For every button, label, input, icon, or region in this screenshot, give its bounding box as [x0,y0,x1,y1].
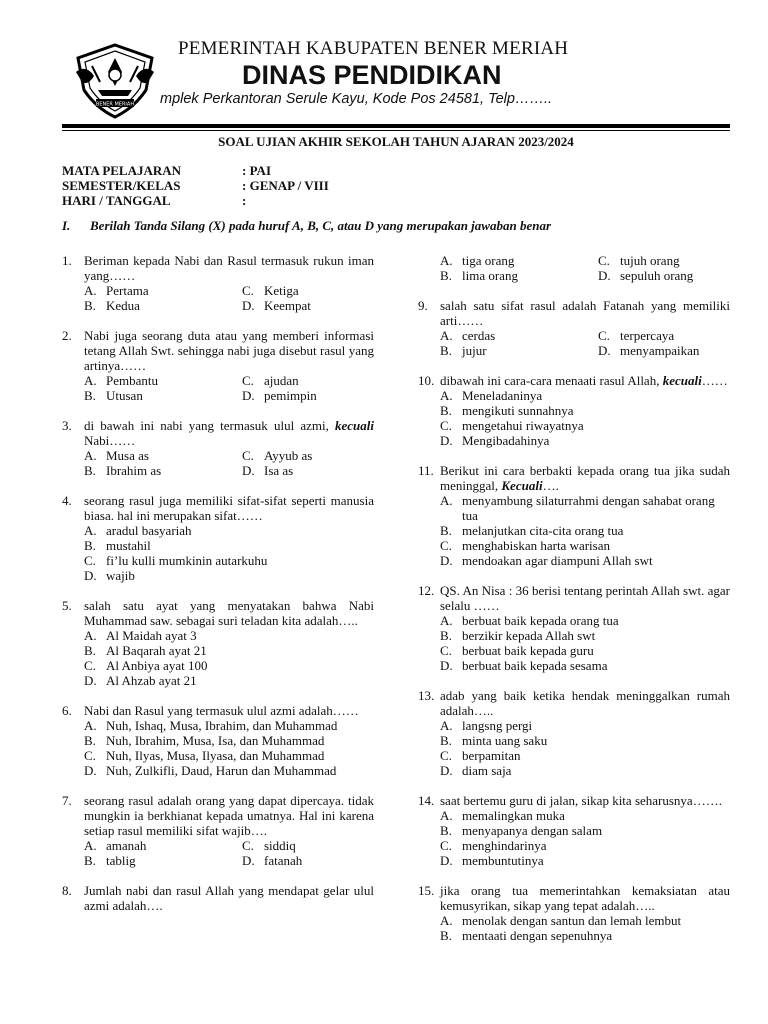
option-letter: B. [84,463,96,478]
question-number: 5. [62,598,72,613]
option-text: Isa as [264,463,294,478]
option-letter: C. [242,283,254,298]
option-letter: C. [84,748,96,763]
answer-option[interactable] [440,388,730,403]
answer-options [440,913,730,943]
question-stem: salah satu sifat rasul adalah Fatanah yang memiliki arti…… [440,298,730,328]
option-letter: D. [440,763,453,778]
option-letter: B. [440,403,452,418]
question-stem: Nabi juga seorang duta atau yang memberi informasi tetang Allah Swt. sehingga nabi juga disebut rasul yang artinya…… [84,328,374,373]
question-text [84,598,374,628]
question [418,883,730,943]
answer-option[interactable] [440,523,730,538]
answer-options [84,718,374,778]
option-text: minta uang saku [462,733,548,748]
option-letter: D. [242,298,255,313]
answer-options [440,253,730,283]
answer-option[interactable] [440,538,730,553]
option-text: cerdas [462,328,496,343]
question-text [440,373,730,388]
question-stem-end: Nabi…… [84,433,136,448]
answer-option[interactable] [598,253,738,268]
option-text: Pembantu [106,373,158,388]
option-letter: B. [440,268,452,283]
question-text [440,463,730,493]
option-text: amanah [106,838,147,853]
option-letter: C. [242,838,254,853]
question-text [440,793,730,808]
option-letter: B. [440,628,452,643]
option-text: mendoakan agar diampuni Allah swt [462,553,653,568]
option-text: Utusan [106,388,143,403]
answer-option[interactable] [84,628,374,643]
question [62,493,374,583]
option-letter: D. [242,853,255,868]
answer-option[interactable] [84,748,374,763]
answer-option[interactable] [84,538,374,553]
answer-option[interactable] [440,343,598,358]
answer-option[interactable] [84,298,242,313]
info-value: : PAI [242,163,272,178]
answer-option[interactable] [440,268,598,283]
right-column [418,253,730,943]
question-stem: seorang rasul adalah orang yang dapat dipercaya. tidak mungkin ia berkhianat kepada umatnya. Hal ini karena setiap rasul memiliki sifat wajib…. [84,793,374,838]
question-number: 9. [418,298,428,313]
question-number: 4. [62,493,72,508]
option-letter: D. [440,658,453,673]
question-stem: Nabi dan Rasul yang termasuk ulul azmi adalah…… [84,703,359,718]
option-text: menghindarinya [462,838,547,853]
answer-option[interactable] [440,838,730,853]
question-text [440,883,730,913]
question-stem-end: …… [701,373,728,388]
question [62,703,374,778]
question-number: 15. [418,883,435,898]
answer-options [440,328,730,358]
question [418,793,730,868]
answer-option[interactable] [440,763,730,778]
answer-option[interactable] [242,838,382,853]
answer-option[interactable] [440,823,730,838]
answer-option[interactable] [440,733,730,748]
answer-option[interactable] [440,613,730,628]
question-text [84,328,374,373]
option-letter: C. [440,748,452,763]
question-emphasis: kecuali [662,373,702,388]
option-letter: A. [440,613,453,628]
option-letter: C. [242,448,254,463]
logo-ribbon-text: BENER MERIAH [95,101,135,108]
question [62,793,374,868]
option-text: Nuh, Ishaq, Musa, Ibrahim, dan Muhammad [106,718,338,733]
answer-option[interactable] [84,763,374,778]
option-letter: A. [440,718,453,733]
answer-option[interactable] [598,343,738,358]
option-text: langsng pergi [462,718,533,733]
header-rule-thick [62,124,730,128]
option-letter: B. [84,643,96,658]
info-row [62,193,329,208]
option-text: wajib [106,568,135,583]
option-text: Keempat [264,298,311,313]
question-number: 3. [62,418,72,433]
option-text: Nuh, Ibrahim, Musa, Isa, dan Muhammad [106,733,325,748]
info-label: SEMESTER/KELAS [62,178,181,193]
question-stem: Jumlah nabi dan rasul Allah yang mendapat gelar ulul azmi adalah…. [84,883,374,913]
answer-options [440,718,730,778]
answer-option[interactable] [84,388,242,403]
info-value: : GENAP / VIII [242,178,329,193]
answer-option[interactable] [440,253,598,268]
option-text: pemimpin [264,388,317,403]
option-text: ajudan [264,373,299,388]
answer-option[interactable] [440,628,730,643]
option-text: lima orang [462,268,518,283]
option-text: mengetahui riwayatnya [462,418,584,433]
option-text: Al Maidah ayat 3 [106,628,197,643]
answer-options [440,613,730,673]
question-text [84,883,374,913]
answer-options [84,283,374,313]
question-number: 7. [62,793,72,808]
info-value: : [242,193,247,208]
answer-options [84,628,374,688]
header-rule-thin [62,130,730,131]
question-text [84,493,374,523]
option-text: menyapanya dengan salam [462,823,603,838]
option-letter: A. [440,913,453,928]
question-stem: saat bertemu guru di jalan, sikap kita seharusnya……. [440,793,722,808]
question-number: 12. [418,583,435,598]
option-letter: A. [84,448,97,463]
option-letter: C. [84,658,96,673]
option-text: aradul basyariah [106,523,192,538]
option-text: mustahil [106,538,151,553]
option-letter: C. [440,538,452,553]
option-letter: C. [440,643,452,658]
question-text [440,583,730,613]
answer-option[interactable] [84,463,242,478]
question-text [84,703,374,718]
question-stem: jika orang tua memerintahkan kemaksiatan atau kemusyrikan, sikap yang tepat adalah….. [440,883,730,913]
answer-option[interactable] [440,853,730,868]
answer-option[interactable] [84,853,242,868]
option-text: Al Baqarah ayat 21 [106,643,207,658]
question-stem: adab yang baik ketika hendak meninggalkan rumah adalah….. [440,688,730,718]
question [62,253,374,313]
answer-option[interactable] [84,838,242,853]
option-letter: B. [440,733,452,748]
question-stem: dibawah ini cara-cara menaati rasul Allah, [440,373,660,388]
option-text: menolak dengan santun dan lemah lembut [462,913,682,928]
option-letter: D. [440,433,453,448]
option-text: berpamitan [462,748,521,763]
answer-options [84,838,374,868]
agency-name: DINAS PENDIDIKAN [242,60,502,90]
option-text: terpercaya [620,328,675,343]
answer-option[interactable] [242,283,382,298]
question-text [84,793,374,838]
option-letter: A. [84,283,97,298]
option-letter: B. [440,523,452,538]
option-letter: D. [242,463,255,478]
government-name: PEMERINTAH KABUPATEN BENER MERIAH [178,38,569,59]
question-stem: Berikut ini cara berbakti kepada orang tua jika sudah meninggal, [440,463,730,493]
option-text: Pertama [106,283,149,298]
option-text: memalingkan muka [462,808,565,823]
option-text: Nuh, Zulkifli, Daud, Harun dan Muhammad [106,763,337,778]
option-letter: A. [84,373,97,388]
option-text: Ketiga [264,283,299,298]
instruction [62,218,551,234]
answer-option[interactable] [242,373,382,388]
instruction-text: Berilah Tanda Silang (X) pada huruf A, B, C, atau D yang merupakan jawaban benar [90,218,552,233]
question-number: 6. [62,703,72,718]
question [418,253,730,283]
answer-option[interactable] [440,328,598,343]
question [62,598,374,688]
answer-option[interactable] [84,718,374,733]
answer-options [440,808,730,868]
option-text: Al Anbiya ayat 100 [106,658,208,673]
answer-options [440,388,730,448]
question-stem: Beriman kepada Nabi dan Rasul termasuk rukun iman yang…… [84,253,374,283]
question [418,688,730,778]
option-letter: D. [242,388,255,403]
answer-options [84,448,374,478]
option-text: Nuh, Ilyas, Musa, Ilyasa, dan Muhammad [106,748,325,763]
question-stem: QS. An Nisa : 36 berisi tentang perintah Allah swt. agar selalu …… [440,583,730,613]
answer-option[interactable] [84,568,374,583]
option-letter: B. [84,388,96,403]
option-text: tiga orang [462,253,515,268]
district-logo [72,42,158,120]
option-text: berbuat baik kepada sesama [462,658,608,673]
exam-info [62,163,329,208]
option-text: fatanah [264,853,303,868]
answer-option[interactable] [440,403,730,418]
answer-option[interactable] [84,673,374,688]
option-letter: D. [598,343,611,358]
option-text: membuntutinya [462,853,544,868]
option-text: tujuh orang [620,253,680,268]
option-text: Musa as [106,448,149,463]
info-label: MATA PELAJARAN [62,163,182,178]
option-letter: A. [440,328,453,343]
option-text: Meneladaninya [462,388,543,403]
question [418,583,730,673]
option-letter: B. [84,853,96,868]
answer-option[interactable] [84,448,242,463]
option-letter: B. [84,298,96,313]
option-text: melanjutkan cita-cita orang tua [462,523,624,538]
option-letter: A. [440,253,453,268]
option-letter: B. [84,733,96,748]
option-letter: D. [84,763,97,778]
question-text [440,298,730,328]
option-letter: A. [440,388,453,403]
option-text: Kedua [106,298,140,313]
option-text: siddiq [264,838,296,853]
exam-title: SOAL UJIAN AKHIR SEKOLAH TAHUN AJARAN 2023/2024 [218,134,574,149]
answer-option[interactable] [84,373,242,388]
option-letter: D. [598,268,611,283]
answer-option[interactable] [84,643,374,658]
question [418,373,730,448]
question [418,298,730,358]
question-number: 13. [418,688,435,703]
question-number: 1. [62,253,72,268]
option-text: Ayyub as [264,448,313,463]
option-letter: D. [440,553,453,568]
option-text: berbuat baik kepada guru [462,643,594,658]
option-letter: D. [84,568,97,583]
option-text: sepuluh orang [620,268,694,283]
question-number: 14. [418,793,435,808]
answer-options [440,493,730,568]
answer-option[interactable] [440,493,730,523]
question-emphasis: kecuali [335,418,374,433]
option-text: berzikir kepada Allah swt [462,628,596,643]
option-letter: C. [440,838,452,853]
question-number: 2. [62,328,72,343]
question-number: 10. [418,373,435,388]
answer-option[interactable] [242,298,382,313]
option-text: mengikuti sunnahnya [462,403,574,418]
option-text: Ibrahim as [106,463,162,478]
info-row [62,178,329,193]
option-letter: D. [84,673,97,688]
option-letter: A. [84,628,97,643]
question-number: 8. [62,883,72,898]
option-letter: C. [242,373,254,388]
answer-option[interactable] [440,553,730,568]
option-letter: A. [440,808,453,823]
answer-option[interactable] [440,433,730,448]
answer-option[interactable] [598,328,738,343]
option-letter: D. [440,853,453,868]
answer-option[interactable] [440,913,730,928]
option-letter: A. [440,493,453,508]
option-text: menyambung silaturrahmi dengan sahabat orang tua [462,493,715,523]
answer-options [84,523,374,583]
answer-option[interactable] [440,748,730,763]
answer-option[interactable] [440,658,730,673]
question-number: 11. [418,463,434,478]
question [418,463,730,568]
instruction-number: I. [62,218,71,233]
answer-option[interactable] [440,418,730,433]
option-letter: C. [84,553,96,568]
option-letter: B. [440,343,452,358]
answer-option[interactable] [84,553,374,568]
answer-option[interactable] [242,853,382,868]
option-letter: B. [440,823,452,838]
answer-option[interactable] [598,268,738,283]
info-row [62,163,329,178]
answer-option[interactable] [242,463,382,478]
option-letter: C. [598,253,610,268]
option-text: tablig [106,853,136,868]
option-text: jujur [462,343,487,358]
answer-option[interactable] [440,643,730,658]
option-letter: A. [84,838,97,853]
option-text: mentaati dengan sepenuhnya [462,928,613,943]
option-text: fi’lu kulli mumkinin autarkuhu [106,553,268,568]
question-stem: salah satu ayat yang menyatakan bahwa Nabi Muhammad saw. sebagai suri teladan kita adalah….. [84,598,374,628]
question [62,418,374,478]
option-letter: A. [84,718,97,733]
answer-option[interactable] [440,808,730,823]
answer-option[interactable] [440,928,730,943]
answer-options [84,373,374,403]
answer-option[interactable] [84,523,374,538]
option-text: berbuat baik kepada orang tua [462,613,619,628]
question-text [440,688,730,718]
answer-option[interactable] [242,448,382,463]
option-text: menghabiskan harta warisan [462,538,611,553]
option-text: Al Ahzab ayat 21 [106,673,197,688]
answer-option[interactable] [242,388,382,403]
question [62,883,374,913]
option-letter: B. [84,538,96,553]
option-text: Mengibadahinya [462,433,550,448]
option-letter: A. [84,523,97,538]
question-stem: di bawah ini nabi yang termasuk ulul azmi, [84,418,329,433]
option-letter: C. [598,328,610,343]
answer-option[interactable] [84,283,242,298]
info-label: HARI / TANGGAL [62,193,171,208]
question [62,328,374,403]
answer-option[interactable] [440,718,730,733]
option-text: menyampaikan [620,343,700,358]
question-text [84,253,374,283]
agency-address: mplek Perkantoran Serule Kayu, Kode Pos 24581, Telp…….. [160,91,552,107]
option-letter: B. [440,928,452,943]
option-text: diam saja [462,763,512,778]
option-letter: C. [440,418,452,433]
question-text [84,418,374,448]
question-stem-end: …. [542,478,559,493]
answer-option[interactable] [84,733,374,748]
answer-option[interactable] [84,658,374,673]
question-stem: seorang rasul juga memiliki sifat-sifat seperti manusia biasa. hal ini merupakan sifat…… [84,493,374,523]
left-column [62,253,374,913]
question-emphasis: Kecuali [501,478,543,493]
